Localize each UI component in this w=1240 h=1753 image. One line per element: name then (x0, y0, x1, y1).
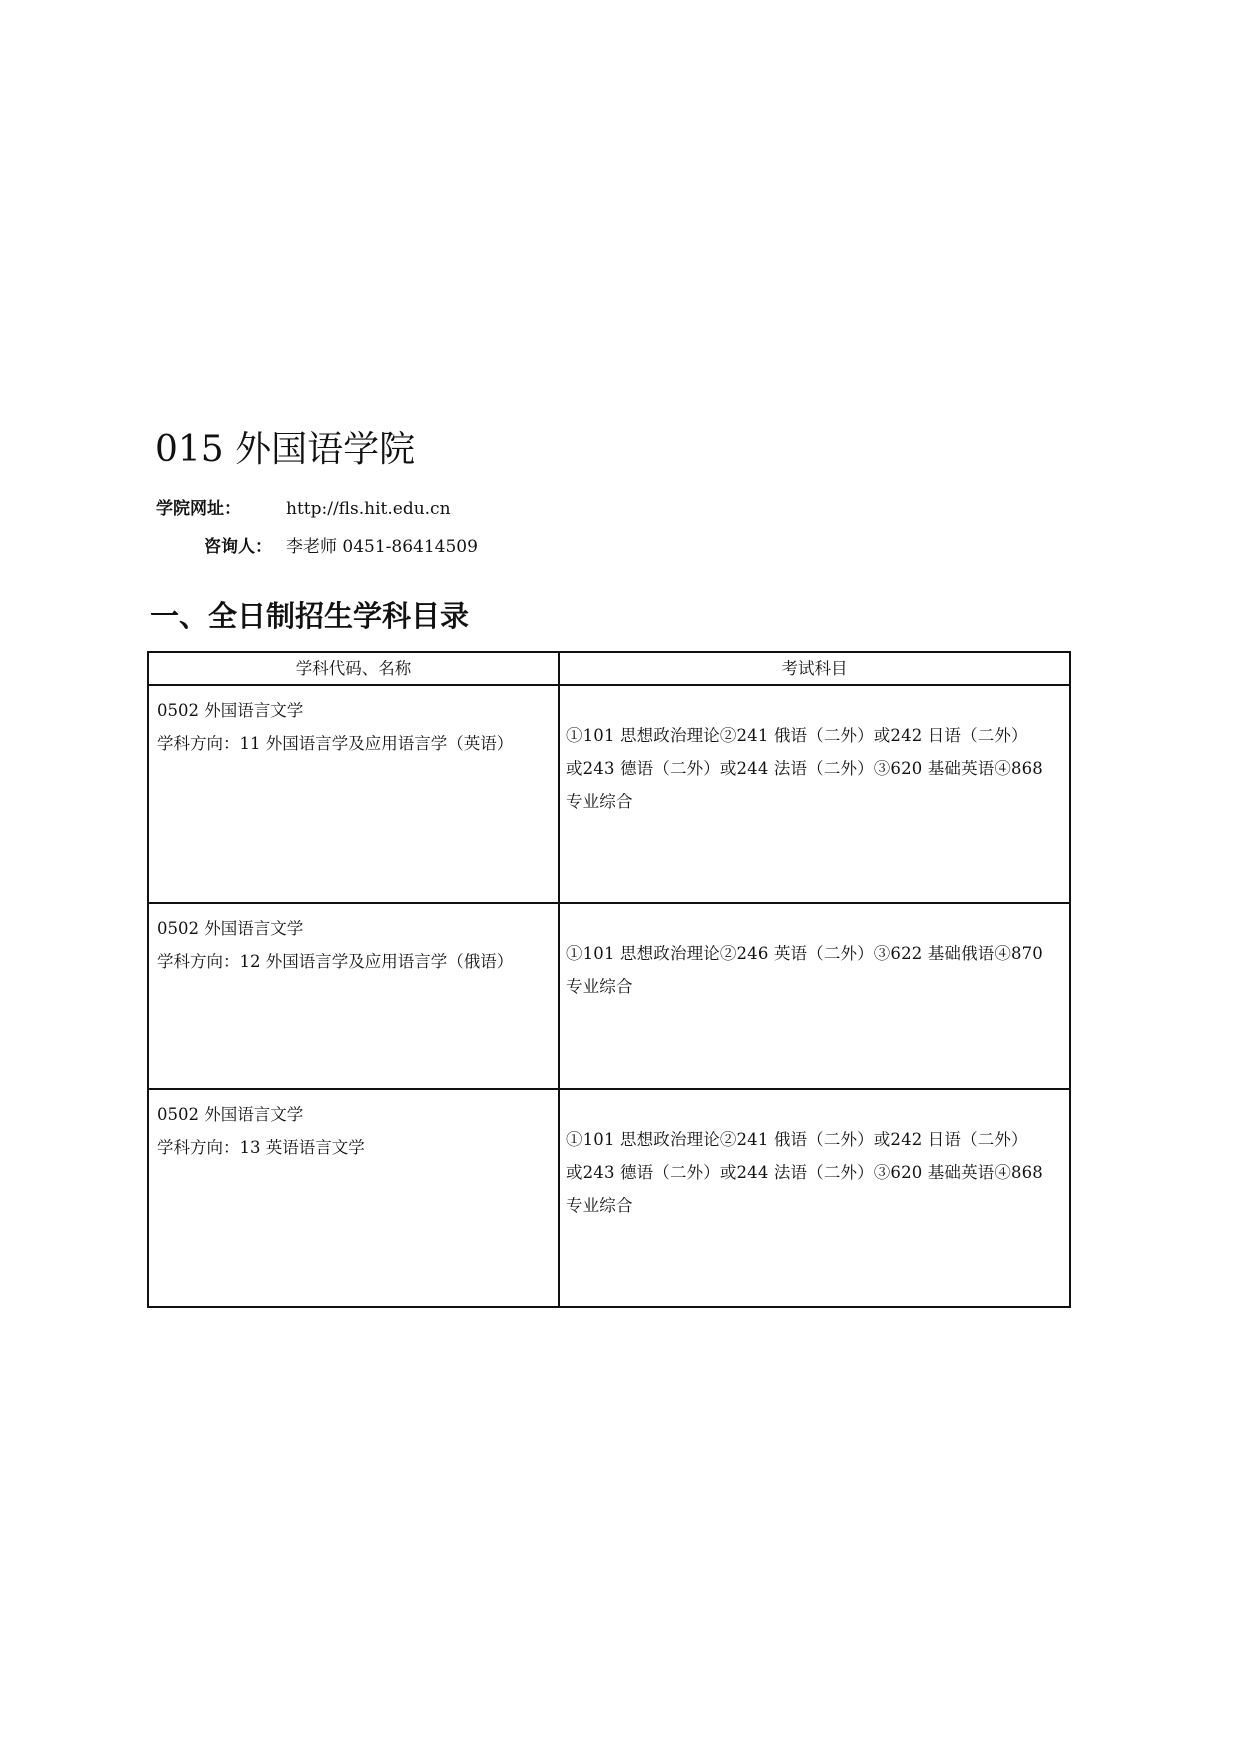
website-row (156, 498, 451, 520)
table-row (148, 685, 1070, 903)
column-header-subject: 学科代码、名称 (148, 652, 559, 685)
subject-catalog-table (147, 651, 1071, 1308)
exam-line: ①101 思想政治理论②241 俄语（二外）或242 日语（二外） (566, 1130, 1028, 1149)
subject-code-name: 0502 外国语言文学 (157, 701, 304, 720)
table-row (148, 903, 1070, 1089)
website-label: 学院网址： (156, 499, 241, 519)
exam-line: ①101 思想政治理论②241 俄语（二外）或242 日语（二外） (566, 726, 1028, 745)
contact-label: 咨询人： (204, 537, 272, 557)
contact-row (204, 536, 478, 558)
exam-cell (559, 1089, 1070, 1307)
exam-line: 或243 德语（二外）或244 法语（二外）③620 基础英语④868 (566, 759, 1043, 778)
table-row (148, 1089, 1070, 1307)
subject-cell (148, 903, 559, 1089)
exam-line: 专业综合 (566, 977, 633, 996)
exam-line: ①101 思想政治理论②246 英语（二外）③622 基础俄语④870 (566, 944, 1043, 963)
subject-direction: 学科方向：13 英语语言文学 (157, 1138, 365, 1157)
exam-cell (559, 685, 1070, 903)
table-header-row (148, 652, 1070, 685)
section-heading: 一、全日制招生学科目录 (150, 599, 470, 633)
page-title: 015 外国语学院 (155, 429, 416, 470)
subject-cell (148, 685, 559, 903)
column-header-exam: 考试科目 (559, 652, 1070, 685)
subject-cell (148, 1089, 559, 1307)
exam-line: 专业综合 (566, 792, 633, 811)
contact-value: 李老师 0451-86414509 (286, 537, 478, 557)
subject-direction: 学科方向：12 外国语言学及应用语言学（俄语） (157, 952, 514, 971)
subject-code-name: 0502 外国语言文学 (157, 919, 304, 938)
exam-line: 专业综合 (566, 1196, 633, 1215)
website-link[interactable]: http://fls.hit.edu.cn (286, 499, 451, 519)
subject-code-name: 0502 外国语言文学 (157, 1105, 304, 1124)
exam-cell (559, 903, 1070, 1089)
subject-direction: 学科方向：11 外国语言学及应用语言学（英语） (157, 734, 514, 753)
exam-line: 或243 德语（二外）或244 法语（二外）③620 基础英语④868 (566, 1163, 1043, 1182)
